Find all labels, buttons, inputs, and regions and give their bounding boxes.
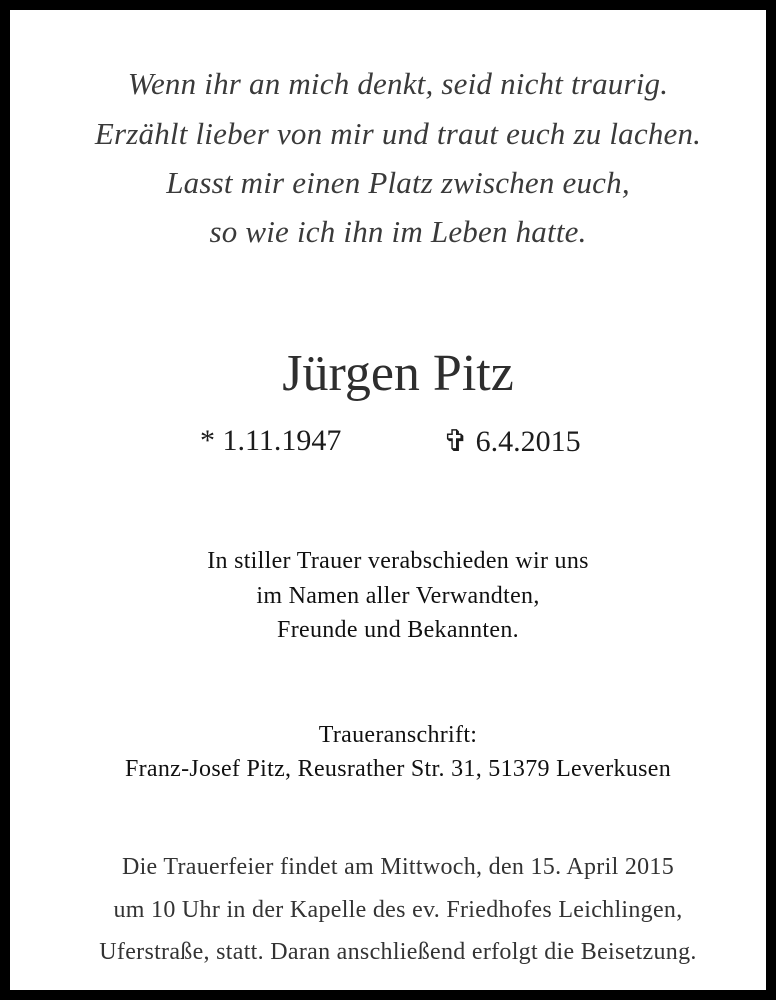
mourning-line-3: Freunde und Bekannten.: [277, 617, 519, 643]
address-label: Traueranschrift:: [318, 722, 478, 748]
poem-line-3: Lasst mir einen Platz zwischen euch,: [166, 165, 630, 200]
deceased-name: Jürgen Pitz: [282, 345, 514, 402]
ceremony-line-2: um 10 Uhr in der Kapelle des ev. Friedhofes Leichlingen,: [113, 897, 683, 923]
mourning-line-2: im Namen aller Verwandten,: [256, 583, 540, 609]
poem-line-2: Erzählt lieber von mir und traut euch zu lachen.: [94, 116, 702, 151]
death-date: ✞ 6.4.2015: [443, 425, 581, 458]
mourning-line-1: In stiller Trauer verabschieden wir uns: [207, 548, 589, 574]
ceremony-line-3: Uferstraße, statt. Daran anschließend erfolgt die Beisetzung.: [99, 939, 697, 965]
poem-line-1: Wenn ihr an mich denkt, seid nicht traurig.: [127, 66, 669, 101]
address-value: Franz-Josef Pitz, Reusrather Str. 31, 51379 Leverkusen: [124, 756, 672, 782]
ceremony-line-1: Die Trauerfeier findet am Mittwoch, den 15. April 2015: [121, 854, 675, 880]
poem-line-4: so wie ich ihn im Leben hatte.: [209, 214, 587, 249]
birth-date: * 1.11.1947: [200, 424, 342, 457]
